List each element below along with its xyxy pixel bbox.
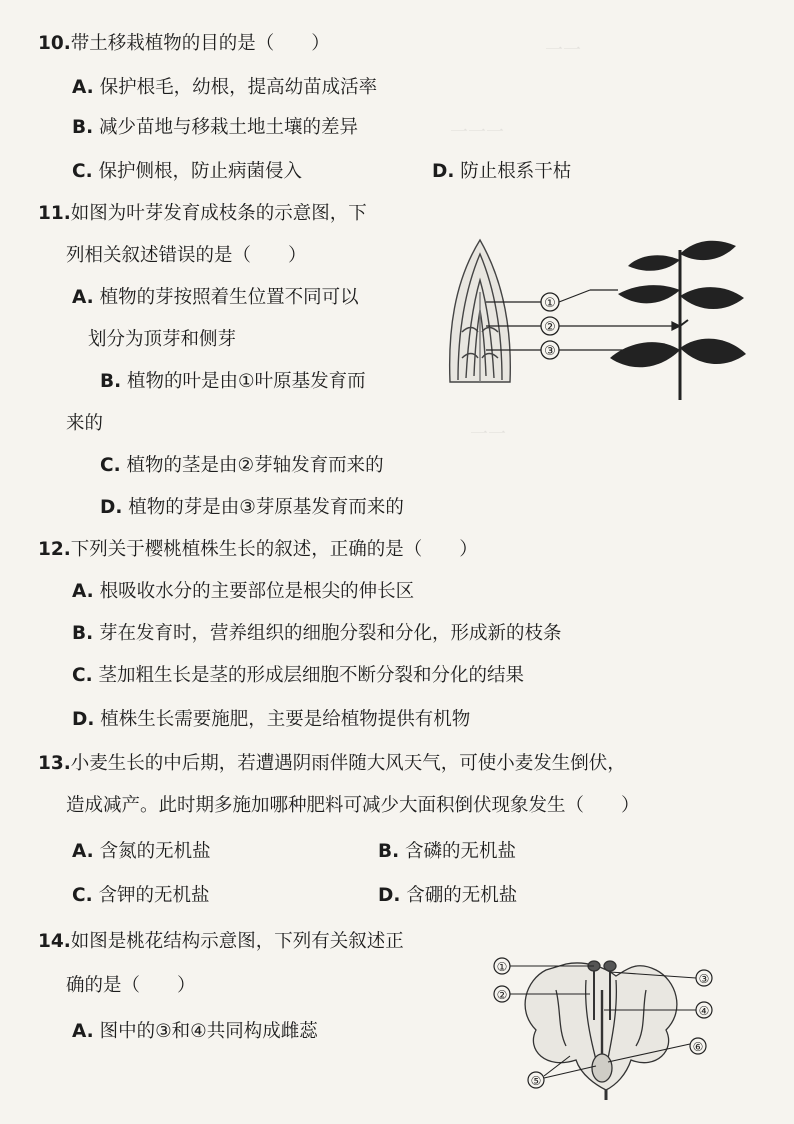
question-13-option-b: B. 含磷的无机盐 bbox=[378, 841, 517, 862]
label-2: ② bbox=[496, 988, 508, 1002]
question-14-stem-cont: 确的是（ ） bbox=[66, 975, 196, 996]
leaf-bud-branch-figure bbox=[440, 232, 780, 404]
question-12-stem: 12.下列关于樱桃植株生长的叙述，正确的是（ ） bbox=[38, 539, 478, 560]
branch-drawing bbox=[610, 241, 746, 400]
question-11-stem: 11.如图为叶芽发育成枝条的示意图，下 bbox=[38, 203, 367, 224]
question-number: 10. bbox=[38, 33, 71, 54]
question-11-stem-cont: 列相关叙述错误的是（ ） bbox=[66, 245, 307, 266]
peach-flower-figure bbox=[486, 950, 726, 1100]
question-number: 13. bbox=[38, 753, 71, 774]
question-number: 11. bbox=[38, 203, 71, 224]
question-12-option-a: A. 根吸收水分的主要部位是根尖的伸长区 bbox=[72, 581, 415, 602]
question-14-option-a: A. 图中的③和④共同构成雌蕊 bbox=[72, 1021, 318, 1042]
question-13-stem-cont: 造成减产。此时期多施加哪种肥料可减少大面积倒伏现象发生（ ） bbox=[66, 795, 640, 816]
question-number: 12. bbox=[38, 539, 71, 560]
question-14-stem: 14.如图是桃花结构示意图，下列有关叙述正 bbox=[38, 931, 404, 952]
label-3: ③ bbox=[544, 344, 556, 359]
bleed-through-text: 一一 bbox=[470, 424, 506, 445]
label-4: ④ bbox=[698, 1004, 710, 1018]
label-2: ② bbox=[544, 320, 556, 335]
question-13-option-a: A. 含氮的无机盐 bbox=[72, 841, 211, 862]
question-13-option-d: D. 含硼的无机盐 bbox=[378, 885, 518, 906]
bleed-through-text: 一一一 bbox=[450, 122, 504, 143]
bleed-through-text: 一一 bbox=[545, 40, 581, 61]
label-6: ⑥ bbox=[692, 1040, 704, 1054]
question-12-option-d: D. 植株生长需要施肥，主要是给植物提供有机物 bbox=[72, 709, 471, 730]
label-1: ① bbox=[496, 960, 508, 974]
label-1: ① bbox=[544, 296, 556, 311]
question-13-option-c: C. 含钾的无机盐 bbox=[72, 885, 210, 906]
question-11-option-c: C. 植物的茎是由②芽轴发育而来的 bbox=[100, 455, 384, 476]
label-5: ⑤ bbox=[530, 1074, 542, 1088]
question-number: 14. bbox=[38, 931, 71, 952]
question-11-option-b: B. 植物的叶是由①叶原基发育而 bbox=[100, 371, 366, 392]
leaf-bud-drawing bbox=[450, 240, 511, 382]
question-10-option-d: D. 防止根系干枯 bbox=[432, 161, 572, 182]
label-3: ③ bbox=[698, 972, 710, 986]
flower-drawing bbox=[525, 961, 677, 1100]
question-12-option-c: C. 茎加粗生长是茎的形成层细胞不断分裂和分化的结果 bbox=[72, 665, 525, 686]
question-10-option-a: A. 保护根毛，幼根，提高幼苗成活率 bbox=[72, 77, 378, 98]
question-10-stem: 10.带土移栽植物的目的是（ ） bbox=[38, 33, 330, 54]
question-10-option-b: B. 减少苗地与移栽土地土壤的差异 bbox=[72, 117, 359, 138]
question-11-option-a-cont: 划分为顶芽和侧芽 bbox=[88, 329, 237, 350]
question-11-option-d: D. 植物的芽是由③芽原基发育而来的 bbox=[100, 497, 404, 518]
figure-11-labels bbox=[541, 293, 559, 359]
question-13-stem: 13.小麦生长的中后期，若遭遇阴雨伴随大风天气，可使小麦发生倒伏， bbox=[38, 753, 626, 774]
question-10-option-c: C. 保护侧根，防止病菌侵入 bbox=[72, 161, 303, 182]
question-12-option-b: B. 芽在发育时，营养组织的细胞分裂和分化，形成新的枝条 bbox=[72, 623, 562, 644]
question-11-option-b-cont: 来的 bbox=[66, 413, 104, 434]
question-11-option-a: A. 植物的芽按照着生位置不同可以 bbox=[72, 287, 359, 308]
